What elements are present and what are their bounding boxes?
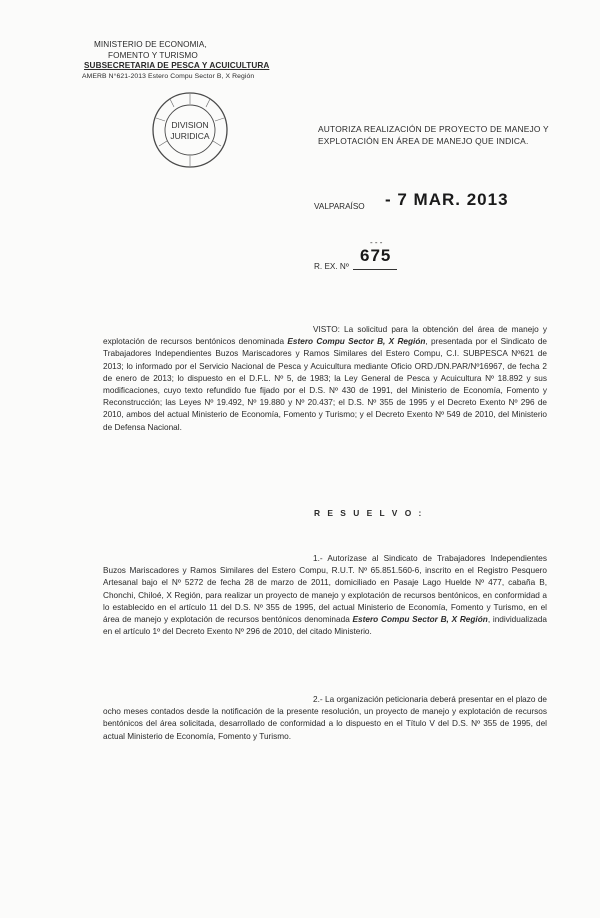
resolution-label — [314, 262, 397, 271]
resolution-number: 675 — [360, 246, 392, 265]
letterhead — [82, 40, 272, 82]
visto-rest: , presentada por el Sindicato de Trabajadores Independientes Buzos Mariscadores y Ramos Similares del Estero Compu, C.I. SUBPESCA Nº621 de 2013; lo informado por el Servicio Nacional de Pesca y Acuicultura mediante Oficio ORD./DN.PAR/Nº16967, de fecha 2 de enero de 2013; lo dispuesto en el D.F.L. Nº 5, de 1983; la Ley General de Pesca y Acuicultura Nº 18.892 y sus modificaciones, cuyo texto refundido fue fijado por el D.S. Nº 430 de 1991, del Ministerio de Economía, Fomento y Reconstrucción; las Leyes Nº 19.492, Nº 19.880 y Nº 20.437; el D.S. Nº 355 de 1995 y el Decreto Exento Nº 296 de 2010, ambos del actual Ministerio de Economía, Fomento y Turismo; y el Decreto Exento Nº 549 de 2010, del Ministerio de Defensa Nacional. — [103, 337, 547, 432]
point2-text: 2.- La organización peticionaria deberá presentar en el plazo de ocho meses contados desde la notificación de la presente resolución, un proyecto de manejo y explotación de recursos bentónicos del área solicitada, desarrollado de conformidad a lo dispuesto en el Título V del D.S. Nº 355 de 1995, del actual Ministerio de Economía, Fomento y Turismo. — [103, 695, 547, 741]
point-1-paragraph — [103, 553, 547, 638]
resolution-subject: AUTORIZA REALIZACIÓN DE PROYECTO DE MANEJO Y EXPLOTACIÓN EN ÁREA DE MANEJO QUE INDICA. — [318, 124, 549, 146]
point1-area-name: Estero Compu Sector B, X Región — [352, 615, 488, 625]
point-2-paragraph — [103, 694, 547, 743]
stamp-text-2: JURIDICA — [170, 131, 210, 141]
stamp-text-1: DIVISION — [171, 120, 209, 130]
visto-paragraph — [103, 324, 547, 434]
place-label: VALPARAÍSO — [314, 202, 365, 211]
resuelvo-heading: R E S U E L V O : — [314, 508, 424, 518]
number-dash: - - - — [370, 238, 383, 247]
date-stamp: - 7 MAR. 2013 — [385, 190, 509, 209]
visto-opening: VISTO: La solicitud para la obtención del área de manejo y explotación de recursos bentónicos denominada — [103, 325, 547, 347]
visto-area-name: Estero Compu Sector B, X Región — [287, 337, 426, 347]
ministry-line: MINISTERIO DE ECONOMIA, — [94, 40, 207, 49]
number-underline — [353, 269, 397, 270]
undersecretariat-line: SUBSECRETARIA DE PESCA Y ACUICULTURA — [84, 61, 270, 71]
ministry-line-2: FOMENTO Y TURISMO — [108, 50, 198, 60]
rex-label: R. EX. Nº — [314, 262, 349, 271]
division-juridica-stamp — [150, 90, 230, 170]
point1-rest: , individualizada en el artículo 1º del Decreto Exento Nº 296 de 2010, del citado Ministerio. — [103, 615, 547, 637]
reference-line: AMERB N°621-2013 Estero Compu Sector B, X Región — [82, 72, 255, 80]
point1-opening: 1.- Autorízase al Sindicato de Trabajadores Independientes Buzos Mariscadores y Ramos Similares del Estero Compu, R.U.T. Nº 65.851.560-6, inscrito en el Registro Pesquero Artesanal bajo el Nº 5272 de fecha 28 de marzo de 2011, domiciliado en Pasaje Lago Huelde Nº 477, cabaña B, Chonchi, Chiloé, X Región, para realizar un proyecto de manejo y explotación de recursos bentónicos, en conformidad a lo establecido en el artículo 11 del D.S. Nº 355 de 1995, del actual Ministerio de Economía, Fomento y Turismo, en el área de manejo y explotación de recursos bentónicos denominada — [103, 554, 547, 625]
